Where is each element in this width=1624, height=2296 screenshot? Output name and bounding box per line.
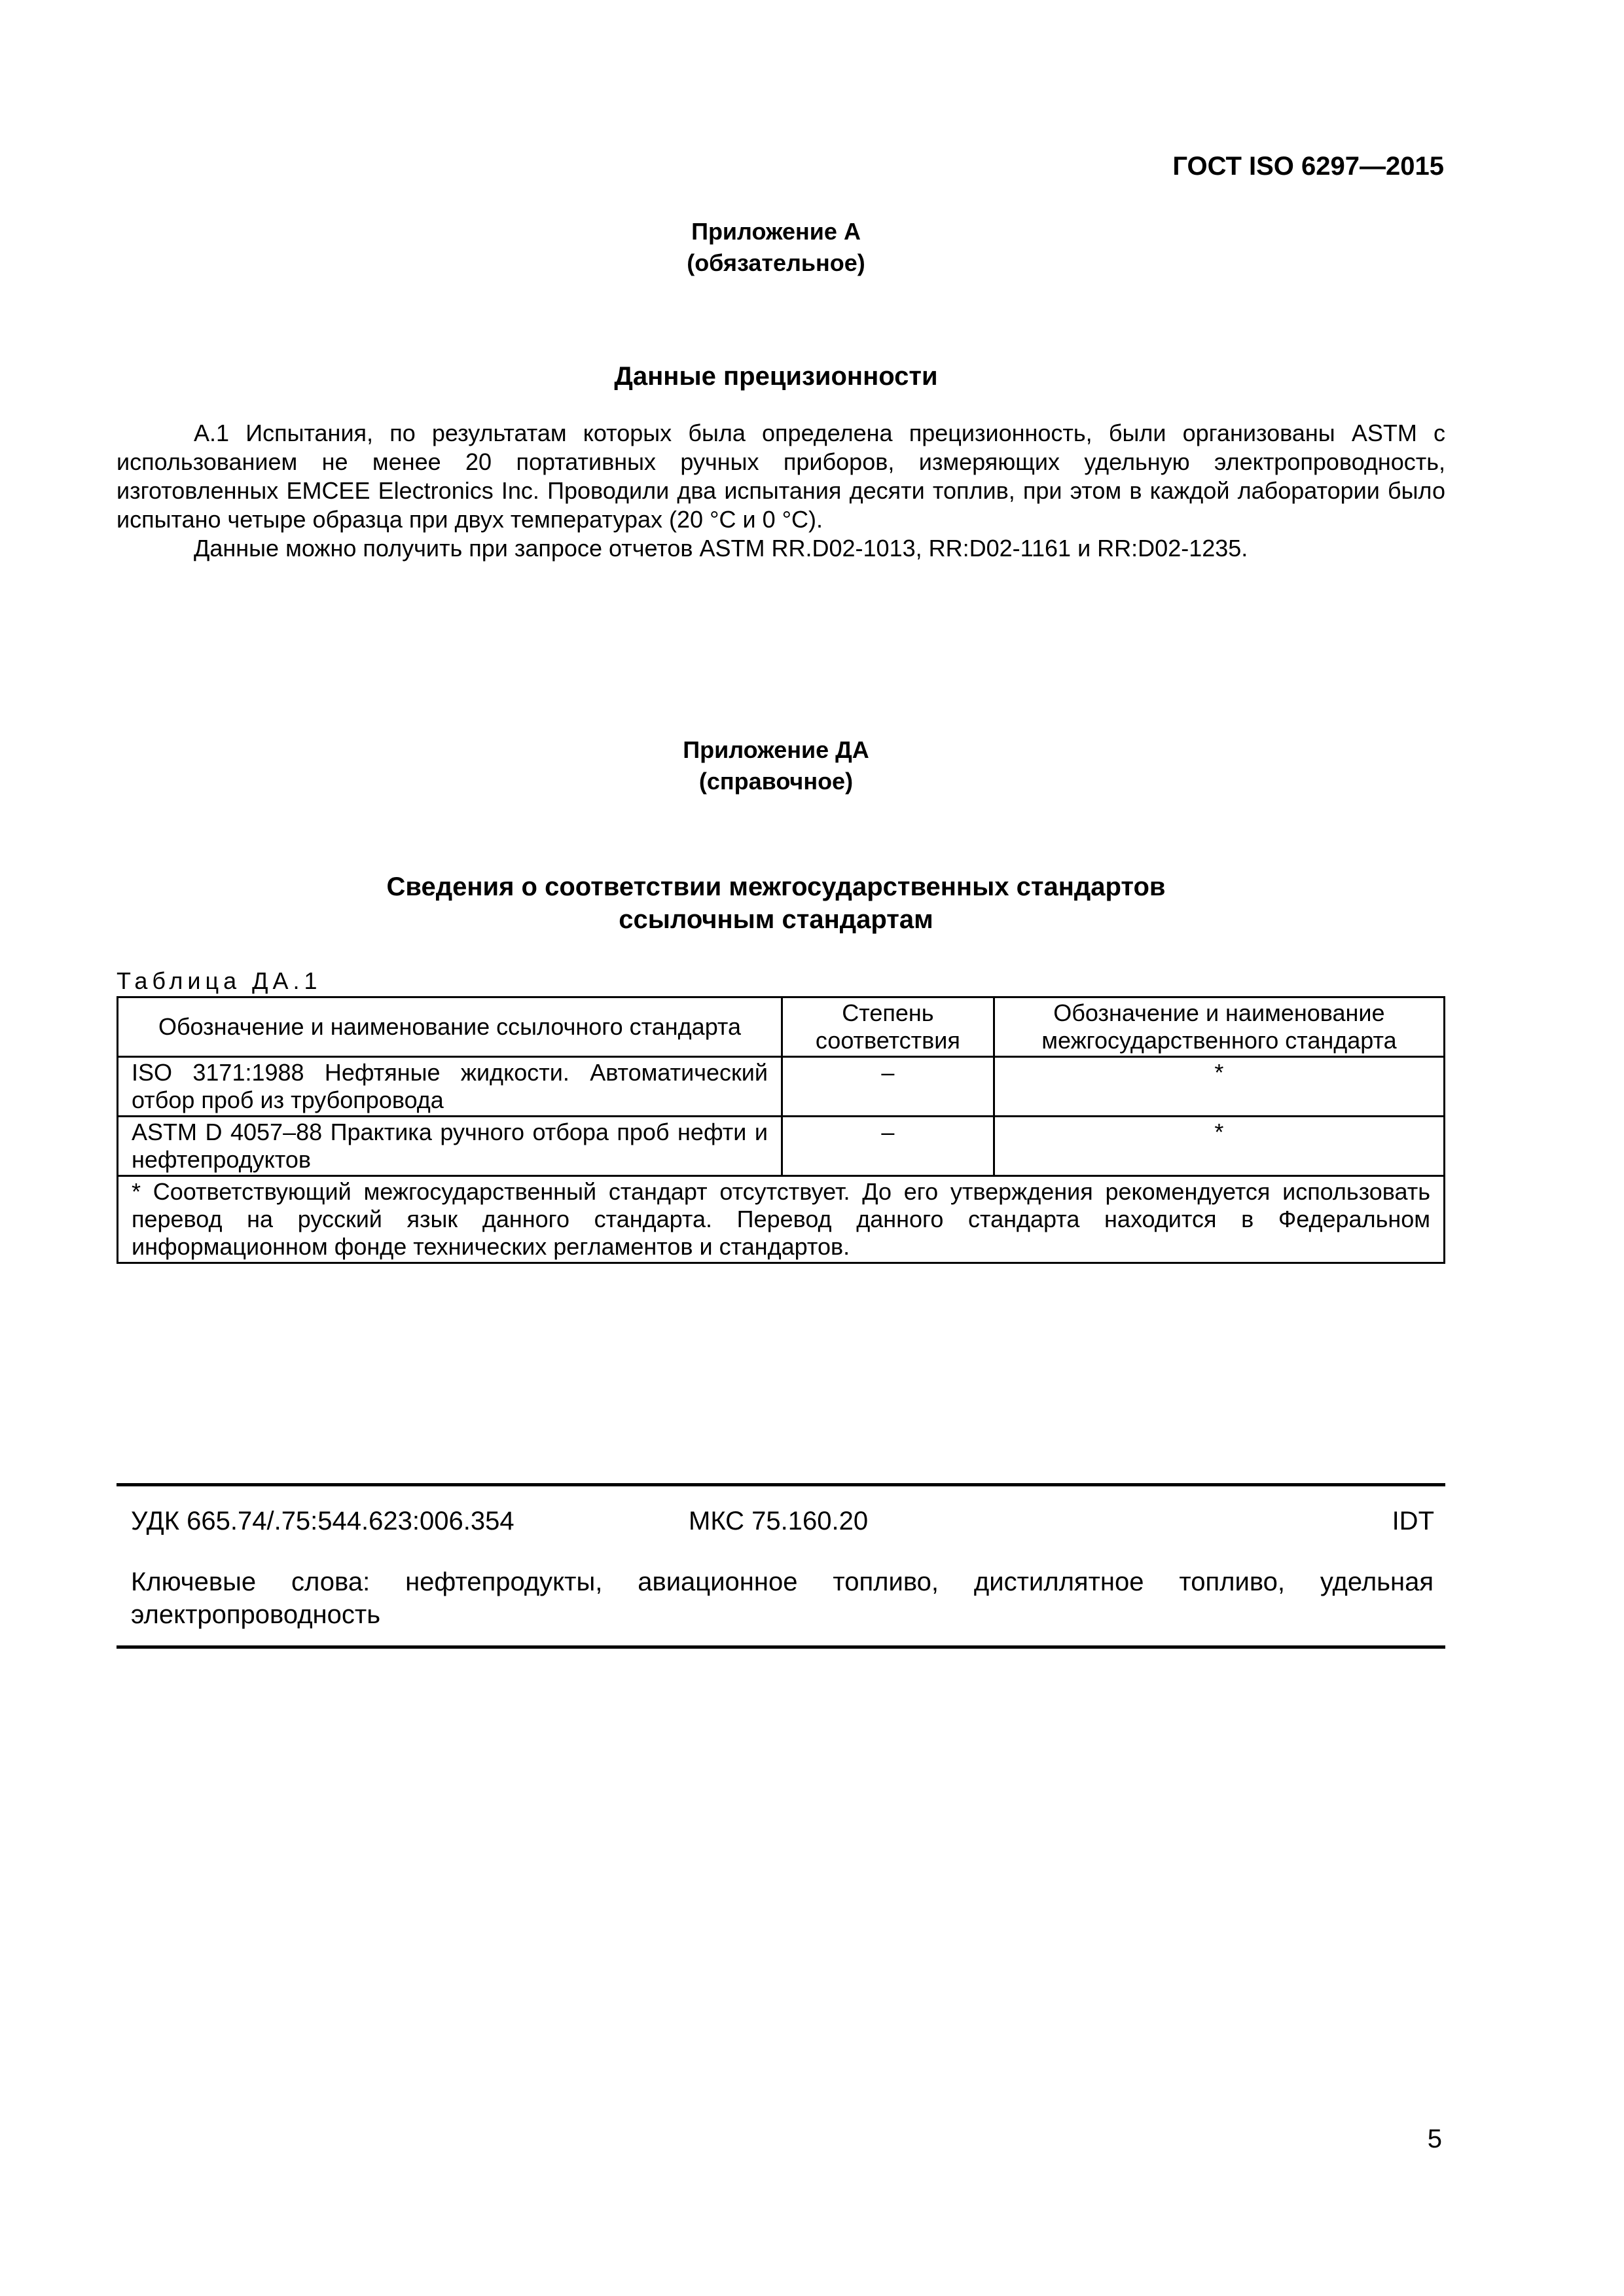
appendix-da-heading xyxy=(0,734,1552,797)
degree-cell: – xyxy=(782,1057,994,1117)
header-interstate-standard: Обозначение и наименование межгосударственного стандарта xyxy=(994,997,1444,1057)
appendix-da-title-line1: Сведения о соответствии межгосударственных стандартов xyxy=(386,872,1166,901)
header-reference-standard: Обозначение и наименование ссылочного стандарта xyxy=(118,997,782,1057)
appendix-da-label: Приложение ДА xyxy=(683,736,869,763)
appendix-da-title-line2: ссылочным стандартам xyxy=(619,905,933,934)
appendix-a-label: Приложение А xyxy=(691,218,861,245)
paragraph-a1: А.1 Испытания, по результатам которых была определена прецизионность, были организованы ASTM с использованием не менее 20 портативных ручных приборов, измеряющих удельную электропроводность, изготовленных EMCEE Electronics Inc. Проводили два испытания десяти топлив, при этом в каждой лаборатории было испытано четыре образца при двух температурах (20 °C и 0 °C). xyxy=(117,420,1445,533)
header-degree-of-correspondence: Степень соответствия xyxy=(782,997,994,1057)
appendix-a-title: Данные прецизионности xyxy=(614,362,938,391)
document-code: ГОСТ ISO 6297—2015 xyxy=(1172,152,1444,181)
appendix-a-status: (обязательное) xyxy=(687,249,865,276)
mks-code: МКС 75.160.20 xyxy=(689,1507,869,1535)
footer-top-rule xyxy=(117,1483,1445,1486)
table-row xyxy=(118,1057,1445,1117)
footer-bottom-rule xyxy=(117,1645,1445,1649)
keywords: Ключевые слова: нефтепродукты, авиационное топливо, дистиллятное топливо, удельная электропроводность xyxy=(131,1568,1434,1629)
udk-code: УДК 665.74/.75:544.623:006.354 xyxy=(131,1507,514,1535)
reference-standard-cell: ASTM D 4057–88 Практика ручного отбора проб нефти и нефтепродуктов xyxy=(118,1117,782,1176)
table-label: Таблица ДА.1 xyxy=(117,967,322,994)
interstate-standard-cell: * xyxy=(994,1057,1444,1117)
page-number: 5 xyxy=(1427,2125,1442,2153)
table-footnote: * Соответствующий межгосударственный стандарт отсутствует. До его утверждения рекомендуется использовать перевод на русский язык данного стандарта. Перевод данного стандарта находится в Федеральном информационном фонде технических регламентов и стандартов. xyxy=(118,1176,1445,1263)
table-row xyxy=(118,1117,1445,1176)
correspondence-table xyxy=(117,996,1445,1264)
degree-cell: – xyxy=(782,1117,994,1176)
table-header-row xyxy=(118,997,1445,1057)
appendix-a-heading xyxy=(0,216,1552,279)
idt-code: IDT xyxy=(1392,1507,1434,1535)
table-note-row xyxy=(118,1176,1445,1263)
paragraph-a2: Данные можно получить при запросе отчетов ASTM RR.D02-1013, RR:D02-1161 и RR:D02-1235. xyxy=(194,535,1248,562)
appendix-da-title xyxy=(0,870,1552,936)
reference-standard-cell: ISO 3171:1988 Нефтяные жидкости. Автоматический отбор проб из трубопровода xyxy=(118,1057,782,1117)
appendix-da-status: (справочное) xyxy=(698,768,854,795)
interstate-standard-cell: * xyxy=(994,1117,1444,1176)
